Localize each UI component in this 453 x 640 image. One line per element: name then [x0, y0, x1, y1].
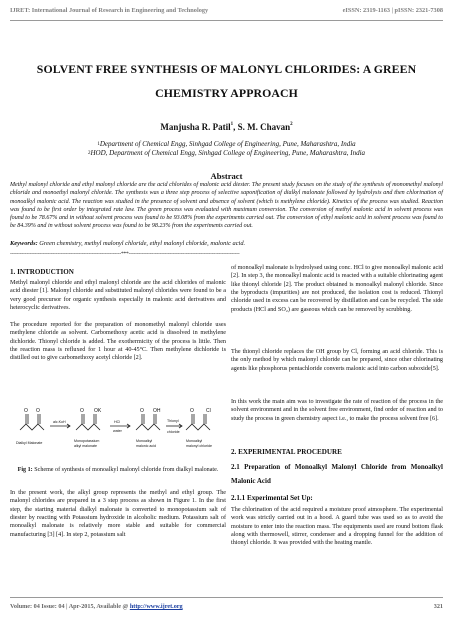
atom-o-1: O: [24, 408, 28, 414]
footer-volume-info: [10, 603, 183, 610]
keywords: [10, 240, 443, 247]
section-separator: --------------------------------------------------------------------***--------------------------------------------------------------------: [10, 251, 240, 257]
keywords-label: Keywords:: [10, 240, 38, 247]
atom-o-3: O: [80, 408, 84, 414]
label-malonic-acid: malonic acid: [136, 444, 156, 448]
intro-paragraph-2: The procedure reported for the preparation of monomethyl malonyl chloride uses methylene chloride as solvent. Carbomethoxy acetic acid is dissolved in methylene dichloride. Thionyl chloride is added. The exothermicity of the process is little. Then the reaction mass is refluxed for 1 hour at 40-45°C. Then methylene dichloride is distilled out to give carbomethoxy acetyl chloride [2].: [10, 322, 226, 362]
abstract-text: Methyl malonyl chloride and ethyl malonyl chloride are the acid chlorides of malonic acid diester. The present study focuses on the study of the synthesis of monomethyl malonyl chloride and monoethyl malonyl chloride. The synthesis was a three step process of selective saponification of dialkyl malonate followed by hydrolysis and then chlorination of monoalkyl malonic acid. The reaction was studied in the presence of solvent and absence of solvent (which is methylene chloride). Kinetics of the process was studied. Reaction was found to be first order by integrated rate law. The green process was evaluated with maximum conversion. The conversion of methyl malonic acid in solvent process was found to be 78.67% and in without solvent process was found to be 93.08% from the experiments carried out. The conversion of ethyl malonic acid in solvent process was found to be 84.39% and in without solvent process was found to be 98.23% from the experiments carried out.: [10, 182, 443, 230]
author-1-sup: 1: [230, 122, 234, 127]
reagent-alc-koh: alc.KoH: [53, 420, 66, 424]
author-1: Manjusha R. Patil: [160, 122, 231, 132]
experimental-heading: 2. EXPERIMENTAL PROCEDURE: [231, 448, 342, 456]
structure-monopotassium-malonate: [76, 424, 100, 430]
reagent-hcl: HCl: [114, 420, 120, 424]
affiliation-2-text: HOD, Department of Chemical Engg, Sinhgad College of Engineering, Pune, Maharashtra, India: [90, 149, 366, 157]
atom-o-2: O: [36, 408, 40, 414]
structure-monoalkyl-malonyl-chloride: [186, 424, 210, 430]
affiliation-1: [10, 140, 443, 149]
figure-1-caption: [10, 466, 226, 474]
author-2-sup: 2: [290, 122, 293, 127]
header-rule: [10, 20, 443, 21]
label-dialkyl-malonate: Dialkyl Malonate: [16, 441, 43, 445]
reaction-scheme-figure: [14, 400, 222, 460]
figure-1-caption-text: Scheme of synthesis of monoalkyl malonyl chloride from dialkyl malonate.: [32, 467, 219, 473]
affiliation-1-text: Department of Chemical Engg, Sinhgad College of Engineering, Pune, Maharashtra, India: [99, 140, 356, 148]
page-number: 321: [433, 603, 443, 610]
subsection-2-1-heading: 2.1 Preparation of Monoalkyl Malonyl Chloride from Monoalkyl Malonic Acid: [231, 463, 443, 485]
intro-heading: 1. INTRODUCTION: [10, 268, 74, 276]
atom-o-5: O: [190, 408, 194, 414]
right-paragraph-4: The chlorination of the acid required a moisture proof atmosphere. The experimental work was strictly carried out in a hood. A guard tube was used so as to avoid the moisture to enter into the reaction mass. The equipments used are round bottom flask along with thermowell, stirrer, condenser and a dropping funnel for the addition of thionyl chloride. It was provided with the heating mantle.: [231, 507, 443, 547]
affiliation-1-sup: 1: [97, 142, 100, 147]
author-separator: ,: [233, 122, 238, 132]
right-paragraph-3: In this work the main aim was to investigate the rate of reaction of the process in the solvent environment and in the solvent free environment, find order of reaction and to study the process in green chemistry aspect i.e., to make the process solvent free [6].: [231, 399, 443, 422]
authors: [10, 122, 443, 132]
reagent-water: water: [113, 429, 122, 433]
structure-dialkyl-malonate: [20, 424, 44, 430]
atom-cl: Cl: [206, 408, 211, 414]
reagent-chloride: chloride: [167, 430, 180, 434]
footer-rule: [10, 597, 443, 598]
subsection-2-1-1-heading: 2.1.1 Experimental Set Up:: [231, 494, 313, 502]
author-2: S. M. Chavan: [237, 122, 291, 132]
affiliation-2-sup: 2: [87, 151, 91, 156]
atom-o-4: O: [140, 408, 144, 414]
label-malonyl-chloride: malonyl chloride: [186, 444, 212, 448]
label-monoalkyl-1: Monoalkyl: [136, 439, 153, 443]
atom-ok: OK: [94, 408, 102, 414]
right-paragraph-1: of monoalkyl malonate is hydrolysed using conc. HCl to give monoalkyl malonic acid [2]. In step 3, the monoalkyl malonic acid is reacted with a suitable chlorinating agent like thionyl chloride [2]. The product obtained is monoalkyl malonyl chloride. Since the byproducts (impurities) are not produced, the isolation cost is reduced. Thionyl chloride used in excess can be recovered by distillation and can be recycled. The side products (HCl and SO₂) are gaseous which can be removed by scrubbing.: [231, 265, 443, 313]
label-monoalkyl-2: Monoalkyl: [186, 439, 203, 443]
intro-paragraph-1: Methyl malonyl chloride and ethyl malonyl chloride are the acid chlorides of malonic acid diester [1]. Malonyl chloride and substituted malonyl chlorides were found to be a very good precursor for organic synthesis especially in malonic acid derivatives and heterocyclic derivatives.: [10, 280, 226, 312]
footer-volume-text: Volume: 04 Issue: 04 | Apr-2015, Available @: [10, 603, 130, 610]
issn-info: eISSN: 2319-1163 | pISSN: 2321-7308: [342, 7, 443, 14]
right-paragraph-2: The thionyl chloride replaces the OH group by Cl, forming an acid chloride. This is the only method by which malonyl chloride can be prepared, since other chlorinating agents like phosphorus pentachloride converts malonic acid into carbon suboxide[5].: [231, 349, 443, 372]
atom-oh: OH: [153, 408, 161, 414]
reagent-thionyl: Thionyl: [167, 419, 179, 423]
intro-paragraph-3: In the present work, the alkyl group represents the methyl and ethyl group. The malonyl chlorides are prepared in a 3 step process as shown in Figure 1. In the first step, the starting material dialkyl malonate is converted to monopotassium salt of diester by reacting with Potassium hydroxide in alcoholic medium. Potassium salt of monoalkyl malonate is relatively more stable and suitable for commercial manufacturing [3] [4]. In step 2, potassium salt: [10, 490, 226, 538]
keywords-text: Green chemistry, methyl malonyl chloride, ethyl malonyl chloride, malonic acid.: [37, 240, 246, 247]
label-alkyl-malonate: alkyl malonate: [74, 444, 97, 448]
footer-journal-link[interactable]: http://www.ijret.org: [129, 603, 183, 610]
label-monopotassium: Monopotassium: [74, 439, 100, 443]
abstract-heading: Abstract: [210, 171, 243, 181]
journal-name: IJRET: International Journal of Research in Engineering and Technology: [10, 7, 209, 14]
structure-monoalkyl-malonic-acid: [136, 424, 160, 430]
paper-title: SOLVENT FREE SYNTHESIS OF MALONYL CHLORIDES: A GREEN CHEMISTRY APPROACH: [36, 62, 417, 100]
figure-1-caption-label: Fig 1:: [17, 467, 33, 473]
affiliation-2: [10, 149, 443, 158]
